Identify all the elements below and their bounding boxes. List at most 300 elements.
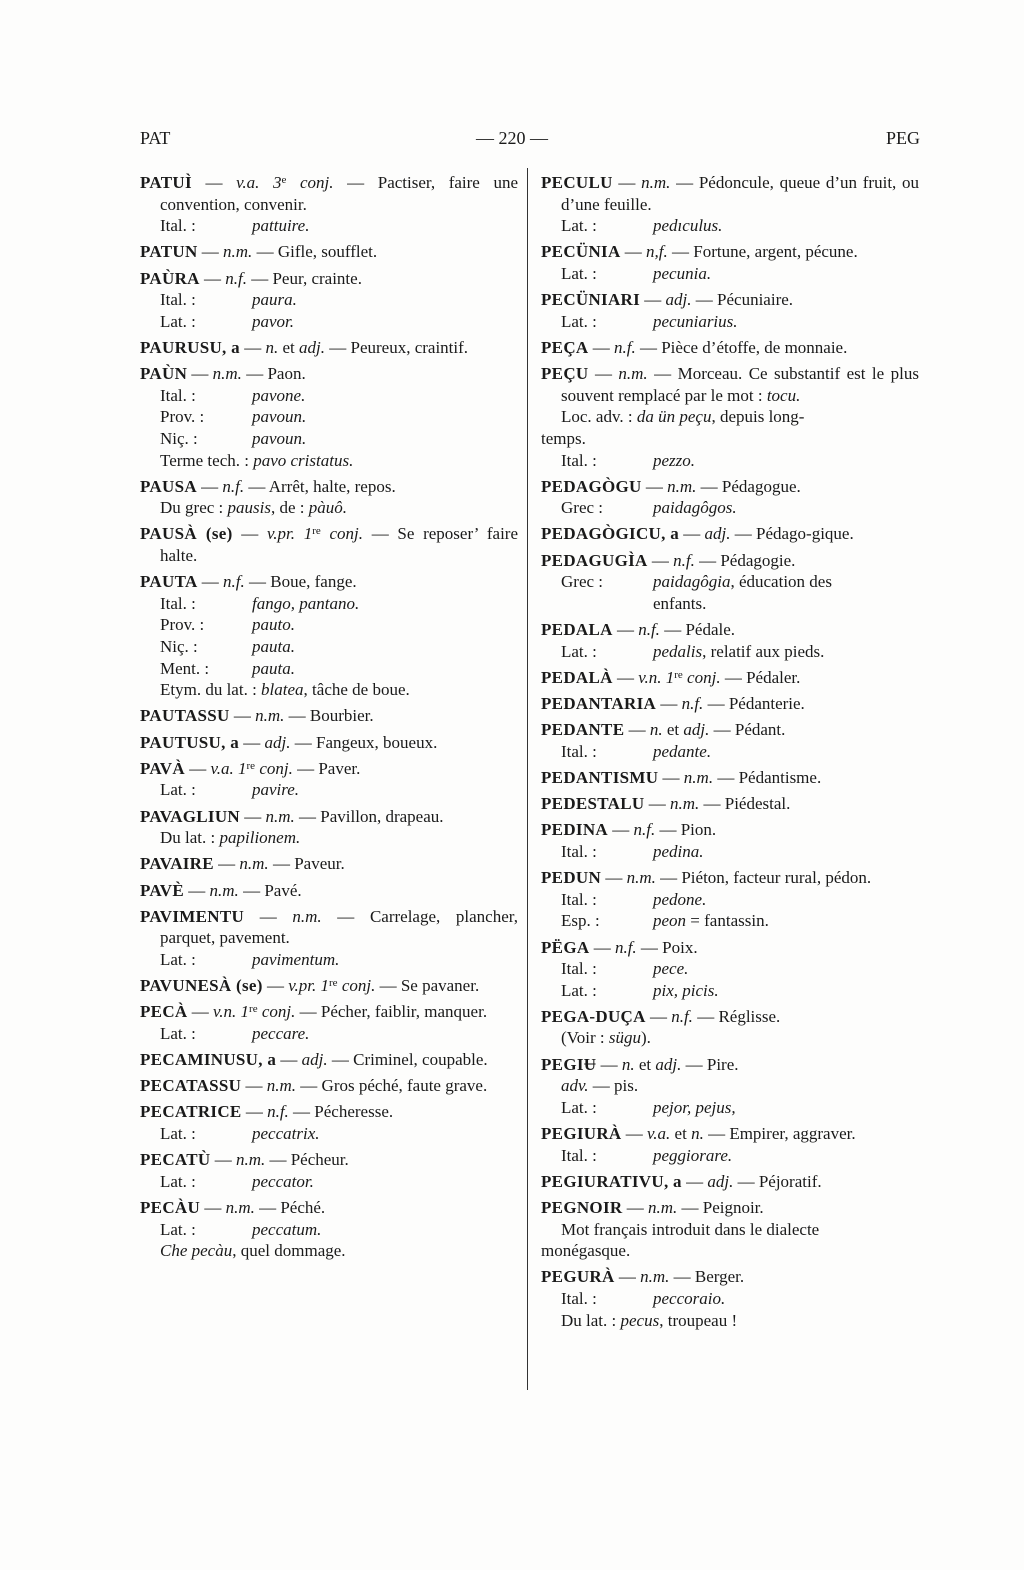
ref-value: pauta. [252, 658, 295, 678]
ref-label: Ment. : [160, 658, 210, 678]
grammar-label: n.m. [235, 1150, 266, 1170]
definition-text: Peur, crainte. [272, 268, 362, 288]
see-close: ). [640, 1028, 651, 1048]
dictionary-entry [541, 289, 919, 332]
dictionary-entry [541, 1054, 919, 1119]
headword: PEGA-DUÇA [541, 1006, 646, 1026]
grammar-label: n.m. [292, 906, 322, 926]
ref-label: Niç. : [160, 428, 198, 448]
definition-text: Poix. [662, 937, 698, 957]
grammar-label: n.m. [225, 1198, 255, 1217]
grammar-label: n.m. [223, 242, 253, 262]
definition-text: Pédagogie. [720, 550, 796, 570]
grammar-label: n.m. [669, 794, 700, 814]
see-label: (Voir : [561, 1028, 605, 1048]
grammar-label: n.f. [222, 476, 245, 496]
note-c: , troupeau ! [659, 1310, 738, 1330]
conjunction: et [282, 337, 295, 357]
entry-definition: PEDAGÒGICU, a — adj. — Pédago-gique. [541, 524, 854, 544]
grammar-label-2: n. [691, 1124, 704, 1144]
superscript: re [246, 759, 256, 772]
dictionary-entry [140, 1197, 518, 1262]
usage-note: Mot français introduit dans le dialecte [561, 1219, 820, 1239]
ref-value: pedone. [653, 889, 707, 909]
ref-label: Ital. : [561, 841, 597, 861]
locution-value: da ün peçu [636, 407, 712, 427]
dictionary-entry [140, 705, 518, 727]
grammar-label: n.f. [613, 337, 636, 357]
entry-definition: PEDAGUGÌA — n.f. — Pédagogie. [541, 550, 796, 570]
superscript: re [249, 1003, 258, 1016]
etymology-ref [140, 215, 518, 237]
headword: PEGNOIR [541, 1198, 623, 1217]
etymology-ref [541, 497, 919, 519]
definition-text: Pédantisme. [738, 767, 822, 787]
definition-text: Pactiser, faire une convention, convenir. [160, 173, 519, 214]
etymology-ref [140, 1171, 518, 1193]
headword: PEDALÀ [541, 667, 613, 687]
etymology-ref [140, 289, 518, 311]
locution [541, 406, 919, 428]
entry-definition: PAUTUSU, a — adj. — Fangeux, boueux. [140, 732, 438, 752]
headword: PEÇA [541, 337, 589, 357]
headword: PAVAIRE [140, 854, 214, 874]
definition-text: Fangeux, boueux. [316, 732, 438, 752]
grammar-label: n,f. [646, 242, 668, 262]
dictionary-entry [541, 667, 919, 689]
dictionary-entry [541, 337, 919, 359]
ref-value: peccator. [252, 1171, 314, 1191]
dictionary-entry [140, 476, 518, 519]
definition-text: Réglisse. [718, 1006, 781, 1026]
entry-definition: PECÜNIARI — adj. — Pécuniaire. [541, 290, 794, 310]
grammar-label: v.n. 1 [638, 667, 675, 687]
headword: PAUTUSU, a [140, 732, 240, 752]
grammar-label-2: conj. [259, 758, 293, 778]
headword: PEÇU [541, 364, 589, 384]
see-value: sügu [608, 1028, 641, 1048]
ref-value: pedıculus. [653, 216, 723, 236]
note-b: blatea [261, 680, 304, 700]
definition-text: Pécheresse. [314, 1102, 394, 1122]
technical-term [140, 450, 518, 472]
ref-label: Lat. : [561, 641, 597, 661]
grammar-label: n.m. [212, 364, 242, 384]
entry-definition: PEDANTISMU — n.m. — Pédantisme. [541, 767, 822, 787]
entry-definition: PEGURÀ — n.m. — Berger. [541, 1267, 745, 1287]
entry-definition: PAUSÀ (se) — v.pr. 1re conj. — Se reposer’ faire halte. [140, 524, 519, 566]
grammar-label: n.f. [614, 937, 637, 957]
headword: PAUTA [140, 572, 198, 592]
ref-value: peccatum. [252, 1219, 322, 1239]
grammar-label: n.m. [209, 880, 239, 900]
grammar-label: n.m. [640, 1267, 670, 1287]
ref-label: Lat. : [160, 1124, 196, 1144]
ref-value: pavire. [252, 780, 300, 800]
ref-label: Esp. : [561, 911, 600, 931]
etymology-ref [140, 1023, 518, 1045]
definition-text: Pédale. [685, 620, 736, 640]
entry-definition: PEDINA — n.f. — Pion. [541, 820, 717, 840]
headword: PAURUSU, a [140, 337, 240, 357]
note-d: pàuô. [308, 498, 348, 518]
definition-tail: tocu. [766, 385, 801, 405]
column-divider [527, 168, 528, 1390]
headword: PEDUN [541, 868, 602, 888]
dictionary-entry [541, 1171, 919, 1193]
ref-rest: , éducation des [730, 572, 832, 592]
entry-definition: PEÇA — n.f. — Pièce d’étoffe, de monnaie. [541, 337, 848, 357]
ref-value: pejor, pejus, [653, 1097, 736, 1117]
entry-definition: PAÙN — n.m. — Paon. [140, 364, 306, 384]
grammar-label: v.a. 3 [236, 173, 282, 192]
dictionary-entry [541, 241, 919, 284]
entry-definition: PAVAIRE — n.m. — Paveur. [140, 854, 345, 874]
headword: PECÀU [140, 1198, 201, 1217]
entry-definition: PAÙRA — n.f. — Peur, crainte. [140, 268, 362, 288]
etymology-ref [541, 910, 919, 932]
definition-text: Pavé. [264, 880, 302, 900]
headword: PEDANTISMU [541, 767, 659, 787]
note-a: Du lat. : [160, 828, 216, 848]
note-b: pecus [620, 1310, 660, 1330]
definition-text: Paver. [318, 758, 361, 778]
headword: PAVIMENTU [140, 906, 245, 926]
ref-label: Niç. : [160, 637, 198, 657]
ref-value: pavone. [252, 385, 306, 405]
etymology-ref [541, 571, 919, 593]
entry-definition: PEDALA — n.f. — Pédale. [541, 620, 736, 640]
headword: PATUN [140, 242, 198, 262]
grammar-label: v.pr. 1 [267, 524, 313, 544]
grammar-label: n.f. [638, 620, 660, 640]
grammar-label: n.f. [267, 1102, 289, 1122]
entry-definition: PAUTA — n.f. — Boue, fange. [140, 572, 357, 592]
conjunction: et [674, 1124, 687, 1144]
definition-text: Piédestal. [724, 794, 791, 814]
etymology-ref [140, 385, 518, 407]
grammar-label-2: conj. [261, 1002, 296, 1022]
ref-value: pauta. [252, 637, 295, 657]
ref-label: Grec : [561, 498, 604, 518]
ref-label: Ital. : [561, 1145, 597, 1165]
definition-text: Pédaler. [746, 667, 801, 687]
right-column [541, 172, 919, 1336]
entry-definition: PATUN — n.m. — Gifle, soufflet. [140, 242, 378, 262]
grammar-label: v.n. 1 [212, 1002, 250, 1022]
ref-value: pece. [653, 959, 689, 979]
etymology-ref [140, 406, 518, 428]
definition-text: Paveur. [294, 854, 345, 874]
superscript: re [674, 668, 683, 681]
dictionary-entry [140, 806, 518, 849]
ref-value: pecunia. [653, 263, 712, 283]
definition-text: Pécheur. [290, 1150, 349, 1170]
grammar-label-2: adj. [299, 337, 325, 357]
definition-text: Se reposer’ faire halte. [160, 524, 519, 566]
etymology-ref [541, 1288, 919, 1310]
dictionary-entry [541, 619, 919, 662]
grammar-label: v.a. 1 [210, 758, 247, 778]
headword: PEDINA [541, 820, 608, 840]
definition-text: Criminel, coupable. [353, 1050, 488, 1070]
dictionary-entry [140, 975, 518, 997]
conjunction: et [666, 720, 680, 740]
grammar-label: n. [265, 337, 279, 357]
running-head-right: PEG [885, 128, 920, 148]
headword: PAÙRA [140, 268, 200, 288]
dictionary-entry [140, 1001, 518, 1044]
entry-definition: PEDESTALU — n.m. — Piédestal. [541, 794, 791, 814]
ref-label: Lat. : [561, 311, 597, 331]
locution-label: Loc. adv. : [561, 407, 633, 427]
ref-label: Lat. : [160, 949, 196, 969]
headword: PEDANTE [541, 720, 625, 740]
headword: PAVAGLIUN [140, 806, 241, 826]
definition-text: Peignoir. [702, 1198, 764, 1217]
ref-label: Lat. : [160, 1023, 196, 1043]
note-b: papilionem. [219, 828, 301, 848]
ref-value: pedina. [653, 841, 704, 861]
dictionary-entry [140, 268, 518, 333]
grammar-label-2: conj. [687, 667, 721, 687]
ref-label: Grec : [561, 572, 604, 592]
ref-rest: , relatif aux pieds. [702, 641, 825, 661]
page-number: — 220 — [476, 128, 548, 148]
example-phrase: Che pecàu [160, 1241, 233, 1261]
usage-note-continued: monégasque. [541, 1241, 631, 1261]
etymology-note [140, 679, 518, 701]
headword: PEDANTARIA [541, 694, 657, 713]
definition-text: Paon. [267, 364, 306, 384]
ref-label: Lat. : [160, 1219, 196, 1239]
etymology-ref [140, 779, 518, 801]
grammar-label: n.m. [641, 173, 671, 192]
dictionary-entry [541, 523, 919, 545]
etymology-ref [541, 958, 919, 980]
ref-label: Ital. : [160, 290, 196, 310]
grammar-label: v.pr. 1 [288, 976, 330, 996]
headword: PEGIURATIVU, a [541, 1171, 682, 1191]
definition-text: Gros péché, faute grave. [321, 1076, 488, 1096]
note-value: pavo cristatus. [253, 450, 354, 470]
entry-definition: PECAMINUSU, a — adj. — Criminel, coupable. [140, 1050, 488, 1070]
ref-label: Ital. : [561, 1288, 597, 1308]
dictionary-entry [140, 337, 518, 359]
ref-label: Prov. : [160, 615, 205, 635]
ref-label: Lat. : [561, 980, 597, 1000]
dictionary-entry [541, 819, 919, 862]
entry-definition: PEDUN — n.m. — Piéton, facteur rural, pédon. [541, 868, 872, 888]
entry-definition: PEDALÀ — v.n. 1re conj. — Pédaler. [541, 667, 801, 687]
dictionary-entry [140, 1049, 518, 1071]
dictionary-entry [140, 853, 518, 875]
ref-value: paidagôgia [653, 572, 731, 592]
entry-definition: PEDANTARIA — n.f. — Pédanterie. [541, 694, 805, 713]
grammar-label: n.m. [618, 364, 648, 384]
locution-continued: temps. [541, 428, 586, 448]
entry-definition: PAUSA — n.f. — Arrêt, halte, repos. [140, 476, 396, 496]
definition-text: Fortune, argent, pécune. [693, 242, 858, 262]
ref-rest: = fantassin. [686, 911, 769, 931]
definition-text: Pédago-gique. [756, 524, 854, 544]
definition-text: Pédant. [734, 720, 786, 740]
dictionary-entry [140, 172, 518, 237]
dictionary-entry [541, 693, 919, 715]
etymology-ref [541, 311, 919, 333]
definition-text: Morceau. Ce substantif est le plus souvent remplacé par le mot : [561, 364, 919, 405]
grammar-label: n. [621, 1054, 635, 1074]
adverb-label: adv. [561, 1076, 589, 1096]
etymology-ref [541, 1145, 919, 1167]
entry-definition: PAUTASSU — n.m. — Bourbier. [140, 706, 374, 726]
grammar-label: n.m. [266, 1076, 297, 1096]
ref-label: Lat. : [561, 216, 597, 236]
definition-text: Piéton, facteur rural, pédon. [681, 868, 872, 888]
headword: PAVUNESÀ (se) [140, 976, 263, 996]
etymology-ref [140, 311, 518, 333]
note-a: Du grec : [160, 498, 224, 518]
dictionary-entry [140, 1075, 518, 1097]
ref-value: pecuniarius. [653, 311, 738, 331]
definition-text: Pièce d’étoffe, de monnaie. [661, 337, 848, 357]
definition-text: Boue, fange. [270, 572, 357, 592]
definition-text: Pédanterie. [728, 694, 805, 713]
definition-text: Berger. [694, 1267, 745, 1287]
etymology-ref [140, 593, 518, 615]
dictionary-entry [541, 719, 919, 762]
ref-label: Ital. : [561, 741, 597, 761]
ref-value: pedalis [653, 641, 703, 661]
headword: PECATÙ [140, 1150, 211, 1170]
left-column [140, 172, 518, 1266]
entry-definition: PATUÌ — v.a. 3e conj. — Pactiser, faire une convention, convenir. [140, 173, 519, 214]
dictionary-entry [541, 867, 919, 932]
dictionary-entry [541, 1006, 919, 1049]
grammar-label: adj. [707, 1171, 734, 1191]
etymology-ref [541, 841, 919, 863]
definition-text: Gifle, soufflet. [277, 242, 378, 262]
entry-definition: PEGA-DUÇA — n.f. — Réglisse. [541, 1006, 781, 1026]
dictionary-entry [140, 363, 518, 471]
note-label: Terme tech. : [160, 450, 249, 470]
etymology-ref [140, 1123, 518, 1145]
definition-text: Péjoratif. [758, 1171, 822, 1191]
grammar-label: n.m. [265, 806, 295, 826]
dictionary-entry [541, 767, 919, 789]
etymology-note [140, 497, 518, 519]
headword: PEGIURÀ [541, 1124, 622, 1144]
definition-text: Peureux, craintif. [350, 337, 469, 357]
headword: PATUÌ [140, 173, 192, 192]
definition-text: Bourbier. [309, 706, 374, 726]
ref-value: pavoun. [252, 407, 307, 427]
entry-definition: PECÀ — v.n. 1re conj. — Pécher, faiblir, manquer. [140, 1002, 488, 1022]
headword: PAÙN [140, 364, 188, 384]
headword: PEGURÀ [541, 1267, 615, 1287]
entry-definition: PAVUNESÀ (se) — v.pr. 1re conj. — Se pavaner. [140, 976, 480, 996]
grammar-label: n.m. [255, 706, 285, 726]
headword: PAUTASSU [140, 706, 230, 726]
entry-definition: PEÇU — n.m. — Morceau. Ce substantif est le plus souvent remplacé par le mot : tocu. [541, 364, 919, 405]
ref-label: Prov. : [160, 407, 205, 427]
grammar-label: v.a. [647, 1124, 671, 1144]
grammar-label: n.m. [667, 476, 697, 496]
superscript: re [329, 977, 338, 990]
definition-text: Empirer, aggraver. [729, 1124, 856, 1144]
entry-definition: PEGIɄ — n. et adj. — Pire. [541, 1054, 739, 1074]
dictionary-entry [140, 241, 518, 263]
see-also [541, 1027, 919, 1049]
grammar-label: n.f. [225, 268, 247, 288]
headword: PECULU [541, 173, 613, 192]
dictionary-entry [541, 1123, 919, 1166]
dictionary-entry [541, 1266, 919, 1331]
headword: PEDESTALU [541, 794, 645, 814]
entry-definition: PECATRICE — n.f. — Pécheresse. [140, 1102, 394, 1122]
headword: PËGA [541, 937, 590, 957]
headword: PEDALA [541, 620, 613, 640]
definition-text: Pédagogue. [721, 476, 801, 496]
ref-label: Ital. : [561, 959, 597, 979]
headword: PEGIɄ [541, 1054, 597, 1074]
grammar-label: n.f. [673, 550, 695, 570]
ref-value: peccatrix. [252, 1124, 320, 1144]
entry-definition: PECÀU — n.m. — Péché. [140, 1198, 326, 1217]
dictionary-entry [140, 758, 518, 801]
dictionary-entry [140, 1101, 518, 1144]
ref-value: paura. [252, 290, 297, 310]
ref-label: Ital. : [160, 216, 196, 236]
superscript: re [312, 525, 321, 538]
ref-value: pix, picis. [653, 980, 719, 1000]
grammar-label: n.f. [223, 572, 245, 592]
entry-definition: PECATASSU — n.m. — Gros péché, faute grave. [140, 1076, 488, 1096]
dictionary-entry [140, 523, 518, 566]
entry-definition: PECÜNIA — n,f. — Fortune, argent, pécune. [541, 242, 858, 262]
grammar-label: n.m. [626, 868, 656, 888]
definition-text: Arrêt, halte, repos. [268, 476, 396, 496]
ref-value: pauto. [252, 615, 295, 635]
headword: PECAMINUSU, a [140, 1050, 277, 1070]
headword: PEDAGUGÌA [541, 550, 648, 570]
definition-text: Pire. [706, 1054, 739, 1074]
example-gloss: , quel dommage. [232, 1241, 346, 1261]
adverb-value: — pis. [592, 1076, 639, 1096]
entry-definition: PECULU — n.m. — Pédoncule, queue d’un fruit, ou d’une feuille. [541, 173, 919, 214]
dictionary-entry [140, 571, 518, 701]
grammar-label: n.f. [671, 1006, 693, 1026]
grammar-label: adj. [665, 290, 692, 310]
etymology-ref [140, 428, 518, 450]
entry-definition: PAURUSU, a — n. et adj. — Peureux, craintif. [140, 337, 469, 357]
ref-label: Lat. : [561, 1097, 597, 1117]
dictionary-entry [140, 906, 518, 971]
definition-text: Pavillon, drapeau. [320, 806, 444, 826]
dictionary-entry [541, 793, 919, 815]
definition-text: Pion. [680, 820, 717, 840]
etymology-ref [541, 450, 919, 472]
entry-definition: PAVÀ — v.a. 1re conj. — Paver. [140, 758, 361, 778]
grammar-label: n.f. [681, 694, 704, 713]
etymology-note [541, 1310, 919, 1332]
etymology-ref [140, 949, 518, 971]
headword: PECATASSU [140, 1076, 242, 1096]
etymology-ref [541, 1097, 919, 1119]
dictionary-entry [140, 732, 518, 754]
grammar-label-2: adj. [655, 1054, 682, 1074]
entry-definition: PEGIURATIVU, a — adj. — Péjoratif. [541, 1171, 822, 1191]
